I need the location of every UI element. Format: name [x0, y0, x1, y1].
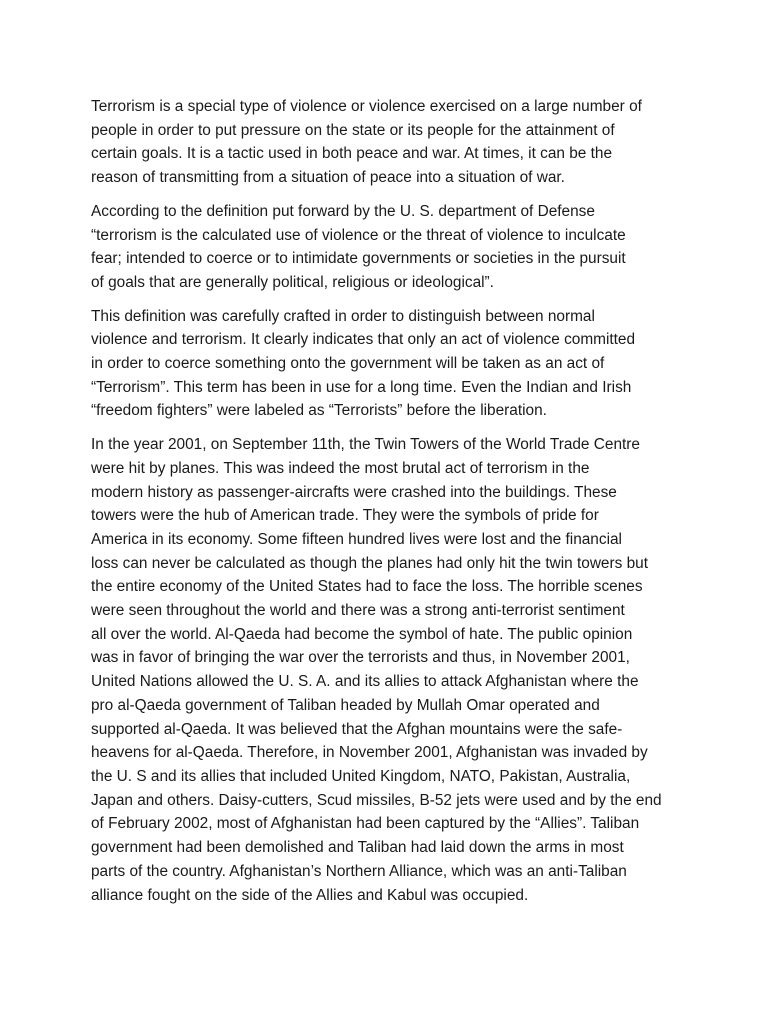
text-line: were hit by planes. This was indeed the most brutal act of terrorism in the — [91, 459, 590, 477]
text-line: According to the definition put forward by the U. S. department of Defense — [91, 202, 595, 220]
text-line: certain goals. It is a tactic used in both peace and war. At times, it can be the — [91, 145, 613, 163]
text-line: “terrorism is the calculated use of violence or the threat of violence to inculcate — [91, 226, 626, 244]
text-line: This definition was carefully crafted in order to distinguish between normal — [91, 307, 595, 325]
document-body — [91, 95, 677, 917]
paragraph-4 — [91, 433, 677, 907]
text-line: of goals that are generally political, religious or ideological”. — [91, 273, 494, 291]
text-line: the U. S and its allies that included United Kingdom, NATO, Pakistan, Australia, — [91, 767, 631, 785]
text-line: towers were the hub of American trade. They were the symbols of pride for — [91, 507, 599, 525]
text-line: reason of transmitting from a situation of peace into a situation of war. — [91, 169, 565, 187]
text-line: supported al-Qaeda. It was believed that the Afghan mountains were the safe- — [91, 720, 623, 738]
text-line: Terrorism is a special type of violence or violence exercised on a large number of — [91, 98, 642, 115]
text-line: “Terrorism”. This term has been in use for a long time. Even the Indian and Irish — [91, 378, 632, 396]
text-line: fear; intended to coerce or to intimidate governments or societies in the pursuit — [91, 250, 626, 268]
text-line: loss can never be calculated as though the planes had only hit the twin towers but — [91, 554, 648, 572]
paragraph-2 — [91, 200, 677, 295]
paragraph-3 — [91, 305, 677, 424]
text-line: pro al-Qaeda government of Taliban headed by Mullah Omar operated and — [91, 696, 600, 714]
text-line: in order to coerce something onto the government will be taken as an act of — [91, 355, 605, 373]
text-line: modern history as passenger-aircrafts were crashed into the buildings. These — [91, 483, 617, 501]
text-line: people in order to put pressure on the state or its people for the attainment of — [91, 121, 615, 139]
text-line: heavens for al-Qaeda. Therefore, in November 2001, Afghanistan was invaded by — [91, 744, 648, 762]
text-line: was in favor of bringing the war over the terrorists and thus, in November 2001, — [91, 649, 630, 667]
text-line: government had been demolished and Taliban had laid down the arms in most — [91, 839, 624, 857]
text-line: violence and terrorism. It clearly indicates that only an act of violence committed — [91, 331, 636, 349]
text-line: America in its economy. Some fifteen hundred lives were lost and the financial — [91, 530, 622, 548]
text-line: all over the world. Al-Qaeda had become the symbol of hate. The public opinion — [91, 625, 633, 643]
text-line: United Nations allowed the U. S. A. and its allies to attack Afghanistan where the — [91, 673, 639, 691]
paragraph-1 — [91, 95, 677, 190]
text-line: Japan and others. Daisy-cutters, Scud missiles, B-52 jets were used and by the end — [91, 791, 662, 809]
text-line: “freedom fighters” were labeled as “Terrorists” before the liberation. — [91, 402, 547, 420]
text-line: the entire economy of the United States had to face the loss. The horrible scenes — [91, 578, 643, 596]
text-line: of February 2002, most of Afghanistan had been captured by the “Allies”. Taliban — [91, 815, 640, 833]
text-line: alliance fought on the side of the Allies and Kabul was occupied. — [91, 886, 529, 904]
text-line: In the year 2001, on September 11th, the Twin Towers of the World Trade Centre — [91, 436, 640, 454]
text-line: were seen throughout the world and there was a strong anti-terrorist sentiment — [91, 602, 625, 620]
text-line: parts of the country. Afghanistan’s Northern Alliance, which was an anti-Taliban — [91, 862, 627, 880]
